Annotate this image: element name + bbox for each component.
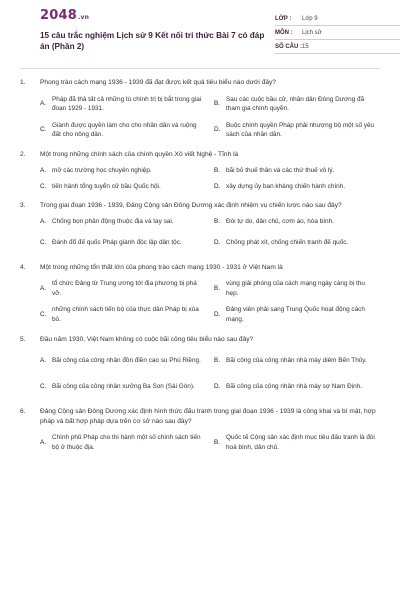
question-number: 2. bbox=[20, 151, 26, 158]
option-text: Quốc tế Cộng sản xác định mục tiêu đấu tranh là đòi hoà bình, dân chủ. bbox=[226, 434, 375, 451]
option-letter: C. bbox=[40, 310, 47, 318]
meta-row-class bbox=[275, 12, 400, 26]
answer-option[interactable] bbox=[40, 217, 206, 227]
answer-option[interactable] bbox=[40, 233, 206, 253]
meta-value: Lịch sử bbox=[302, 29, 322, 36]
option-text: Bãi công của công nhân nhà máy sợ Nam Định. bbox=[226, 382, 362, 390]
logo-suffix: .vn bbox=[77, 14, 90, 21]
meta-table bbox=[275, 12, 400, 54]
option-letter: A. bbox=[40, 167, 47, 174]
option-text: Đánh đổ đế quốc Pháp giành độc lập dân tộc. bbox=[52, 238, 182, 246]
option-text: bãi bỏ thuế thân và các thứ thuế vô lý. bbox=[226, 167, 335, 174]
page-title: 15 câu trắc nghiệm Lịch sử 9 Kết nối tri thức Bài 7 có đáp án (Phần 2) bbox=[40, 31, 265, 51]
question-number: 1. bbox=[20, 79, 26, 86]
option-text: những chính sách tiến bộ của thực dân Pháp bị xóa bỏ. bbox=[52, 306, 199, 323]
question-text: Phong trào cách mạng 1936 - 1939 đã đạt được kết quả tiêu biểu nào dưới đây? bbox=[40, 79, 276, 86]
option-letter: A. bbox=[40, 438, 47, 446]
question-number: 3. bbox=[20, 202, 26, 209]
option-text: Pháp đã thả tất cả những tù chính trị bị bắt trong giai đoạn 1929 - 1931. bbox=[52, 95, 202, 112]
question-item bbox=[20, 78, 380, 140]
option-letter: B. bbox=[214, 100, 221, 108]
option-text: Chính phủ Pháp cho thi hành một số chính sách tiến bộ ở thuộc địa. bbox=[52, 434, 201, 451]
option-text: Bãi công của công nhân xưởng Ba Son (Sài Gòn). bbox=[52, 382, 195, 390]
option-text: tổ chức Đảng từ Trung ương tới địa phương bị phá vỡ. bbox=[52, 280, 197, 297]
question-text: Trong giai đoạn 1936 - 1939, Đảng Cộng sản Đông Dương xác định nhiệm vụ chiến lược nào sau đây? bbox=[40, 202, 342, 209]
document-header bbox=[20, 0, 380, 64]
question-number: 4. bbox=[20, 263, 26, 271]
answer-option[interactable] bbox=[214, 217, 380, 227]
answer-option[interactable] bbox=[214, 433, 380, 453]
answer-option[interactable] bbox=[40, 182, 206, 192]
option-letter: B. bbox=[214, 218, 221, 225]
option-letter: B. bbox=[214, 284, 221, 292]
option-letter: B. bbox=[214, 167, 221, 174]
meta-value: 15 bbox=[302, 43, 309, 50]
option-text: Đảng viên phải sang Trung Quốc hoạt động cách mạng. bbox=[226, 306, 365, 323]
option-letter: C. bbox=[40, 238, 47, 246]
meta-label: SỐ CÂU : bbox=[275, 43, 302, 50]
answer-option[interactable] bbox=[40, 305, 206, 325]
answer-option[interactable] bbox=[214, 377, 380, 397]
meta-value: Lớp 9 bbox=[302, 15, 318, 22]
option-text: xây dựng ủy ban kháng chiến hành chính. bbox=[226, 182, 346, 190]
question-text: Đầu năm 1930, Việt Nam không có cuộc bãi công tiêu biểu nào sau đây? bbox=[40, 335, 254, 343]
answer-option[interactable] bbox=[40, 166, 206, 176]
option-letter: A. bbox=[40, 218, 47, 225]
answer-option[interactable] bbox=[214, 351, 380, 371]
option-text: Giành được quyền làm cho cho nhân dân và ruộng đất cho nông dân. bbox=[52, 121, 197, 138]
option-text: Buộc chính quyền Pháp phải nhượng bộ một số yêu sách của nhân dân. bbox=[226, 121, 375, 138]
option-text: Chống phát xít, chống chiến tranh đế quốc. bbox=[226, 238, 349, 246]
question-number: 5. bbox=[20, 335, 26, 343]
option-text: Bãi công của công nhân nhà máy diêm Bến Thủy. bbox=[226, 356, 367, 364]
meta-label: MÔN : bbox=[275, 29, 293, 36]
option-letter: D. bbox=[214, 382, 221, 390]
option-letter: B. bbox=[214, 356, 221, 364]
question-item bbox=[20, 201, 380, 253]
option-letter: A. bbox=[40, 356, 47, 364]
question-text: Đảng Cộng sản Đông Dương xác định hình thức đấu tranh trong giai đoạn 1936 - 1939 là công khai và bí mật, hợp pháp và bất hợp pháp dựa trên cơ sở nào sau đây? bbox=[40, 407, 376, 425]
option-text: Bãi công của công nhân đồn điền cao su Phú Riềng. bbox=[52, 356, 201, 364]
meta-label: LỚP : bbox=[275, 15, 292, 22]
header-divider bbox=[20, 68, 380, 69]
question-item bbox=[20, 335, 380, 397]
meta-row-count bbox=[275, 40, 400, 54]
option-letter: C. bbox=[40, 182, 47, 190]
option-text: vùng giải phóng của cách mạng ngày càng bị thu hẹp. bbox=[226, 280, 365, 297]
option-letter: A. bbox=[40, 284, 47, 292]
option-text: mở các trường học chuyên nghiệp. bbox=[52, 167, 152, 174]
answer-option[interactable] bbox=[214, 233, 380, 253]
question-text: Một trong những chính sách của chính quyền Xô viết Nghệ - Tĩnh là bbox=[40, 151, 239, 158]
answer-option[interactable] bbox=[214, 182, 380, 192]
answer-option[interactable] bbox=[40, 433, 206, 453]
answer-option[interactable] bbox=[214, 120, 380, 140]
question-item bbox=[20, 263, 380, 325]
answer-option[interactable] bbox=[40, 120, 206, 140]
question-list bbox=[20, 78, 380, 463]
option-text: Sau các cuộc bầu cử, nhân dân Đông Dương đã tham gia chính quyền. bbox=[226, 95, 365, 112]
option-letter: C. bbox=[40, 382, 47, 390]
answer-option[interactable] bbox=[214, 305, 380, 325]
option-letter: D. bbox=[214, 126, 221, 134]
question-number: 6. bbox=[20, 407, 26, 415]
option-letter: D. bbox=[214, 182, 221, 190]
answer-option[interactable] bbox=[40, 377, 206, 397]
option-letter: D. bbox=[214, 238, 221, 246]
option-letter: A. bbox=[40, 100, 47, 108]
meta-row-subject bbox=[275, 26, 400, 40]
answer-option[interactable] bbox=[40, 351, 206, 371]
question-item bbox=[20, 150, 380, 191]
option-text: Đòi tự do, dân chủ, cơm áo, hòa bình. bbox=[226, 218, 334, 225]
logo-text: 2048 bbox=[40, 8, 77, 23]
answer-option[interactable] bbox=[214, 279, 380, 299]
option-letter: C. bbox=[40, 126, 47, 134]
answer-option[interactable] bbox=[214, 166, 380, 176]
question-item bbox=[20, 407, 380, 453]
question-text: Một trong những tổn thất lớn của phong trào cách mạng 1930 - 1931 ở Việt Nam là bbox=[40, 263, 283, 271]
answer-option[interactable] bbox=[214, 94, 380, 114]
site-logo[interactable] bbox=[40, 8, 89, 23]
answer-option[interactable] bbox=[40, 279, 206, 299]
option-letter: D. bbox=[214, 310, 221, 318]
option-text: Chống bọn phản động thuộc địa và tay sai. bbox=[52, 218, 174, 225]
option-text: tiến hành tổng tuyển cử bầu Quốc hội. bbox=[52, 182, 161, 190]
option-letter: B. bbox=[214, 438, 221, 446]
answer-option[interactable] bbox=[40, 94, 206, 114]
